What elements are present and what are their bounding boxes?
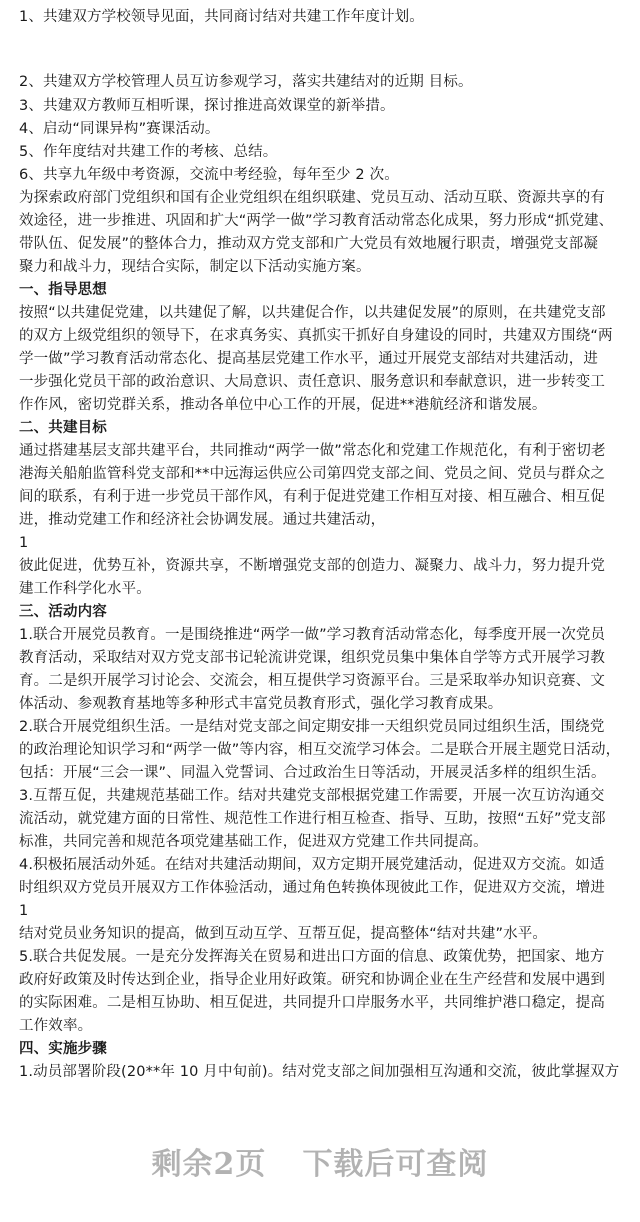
doc-line: 流活动，就党建方面的日常性、规范性工作进行相互检查、指导、互助，按照“五好”党支部 — [19, 811, 606, 827]
page-number: 1 — [19, 535, 29, 551]
doc-line: 4.积极拓展活动外延。在结对共建活动期间，双方定期开展党建活动，促进双方交流。如适 — [19, 857, 605, 873]
doc-line: 1、共建双方学校领导见面，共同商讨结对共建工作年度计划。 — [19, 9, 424, 25]
doc-line: 育。二是织开展学习讨论会、交流会，相互提供学习资源平台。三是采取举办知识竞赛、文 — [19, 673, 605, 689]
doc-line: 聚力和战斗力，现结合实际，制定以下活动实施方案。 — [19, 259, 371, 275]
doc-line: 学一做”学习教育活动常态化、提高基层党建工作水平，通过开展党支部结对共建活动，进 — [19, 351, 599, 367]
doc-line: 2.联合开展党组织生活。一是结对党支部之间定期安排一天组织党员同过组织生活，围绕党 — [19, 719, 605, 735]
doc-line: 效途径，进一步推进、巩固和扩大“两学一做”学习教育活动常态化成果，努力形成“抓党建、 — [19, 213, 614, 229]
doc-line: 时组织双方党员开展双方工作体验活动，通过角色转换体现彼此工作，促进双方交流，增进 — [19, 880, 605, 896]
doc-line: 标准，共同完善和规范各项党建基础工作，促进双方党建工作共同提高。 — [19, 834, 488, 850]
doc-line: 1.动员部署阶段(20**年 10 月中旬前)。结对党支部之间加强相互沟通和交流，彼此掌握双方 — [19, 1064, 620, 1080]
doc-line: 4、启动“同课异构”赛课活动。 — [19, 121, 220, 137]
doc-line: 彼此促进，优势互补，资源共享，不断增强党支部的创造力、凝聚力、战斗力，努力提升党 — [19, 558, 605, 574]
doc-line: 通过搭建基层支部共建平台，共同推动“两学一做”常态化和党建工作规范化，有利于密切老 — [19, 443, 606, 459]
doc-line: 间的联系，有利于进一步党员干部作风，有利于促进党建工作相互对接、相互融合、相互促 — [19, 489, 605, 505]
doc-line: 进，推动党建工作和经济社会协调发展。通过共建活动， — [19, 512, 386, 528]
doc-line: 港海关船舶监管科党支部和**中远海运供应公司第四党支部之间、党员之间、党员与群众之 — [19, 466, 606, 482]
section-heading: 四、实施步骤 — [19, 1041, 107, 1057]
doc-line: 包括：开展“三会一课”、同温入党誓词、合过政治生日等活动，开展灵活多样的组织生活。 — [19, 765, 606, 781]
doc-line: 2、共建双方学校管理人员互访参观学习，落实共建结对的近期 目标。 — [19, 74, 473, 90]
doc-line: 的实际困难。二是相互协助、相互促进，共同提升口岸服务水平，共同维护港口稳定，提高 — [19, 995, 605, 1011]
doc-line: 1.联合开展党员教育。一是围绕推进“两学一做”学习教育活动常态化，每季度开展一次党员 — [19, 627, 606, 643]
doc-line: 建工作科学化水平。 — [19, 581, 151, 597]
doc-line: 的双方上级党组织的领导下，在求真务实、真抓实干抓好自身建设的同时，共建双方围绕“两 — [19, 328, 613, 344]
doc-line: 6、共享九年级中考资源，交流中考经验，每年至少 2 次。 — [19, 167, 399, 183]
doc-line: 作作风，密切党群关系，推动各单位中心工作的开展，促进**港航经济和谐发展。 — [19, 397, 547, 413]
doc-line: 3.互帮互促，共建规范基础工作。结对共建党支部根据党建工作需要，开展一次互访沟通交 — [19, 788, 605, 804]
page-number: 1 — [19, 903, 29, 919]
doc-line: 按照“以共建促党建，以共建促了解，以共建促合作，以共建促发展”的原则，在共建党支部 — [19, 305, 606, 321]
doc-line: 5、作年度结对共建工作的考核、总结。 — [19, 144, 278, 160]
download-prompt — [0, 1136, 640, 1186]
doc-line: 带队伍、促发展”的整体合力，推动双方党支部和广大党员有效地履行职责，增强党支部凝 — [19, 236, 599, 252]
doc-line: 教育活动，采取结对双方党支部书记轮流讲党课，组织党员集中集体自学等方式开展学习教 — [19, 650, 605, 666]
doc-line: 的政治理论知识学习和“两学一做”等内容，相互交流学习体会。二是联合开展主题党日活动， — [19, 742, 621, 758]
doc-line: 体活动、参观教育基地等多种形式丰富党员教育形式，强化学习教育成果。 — [19, 696, 503, 712]
section-heading: 一、指导思想 — [19, 282, 107, 298]
doc-line: 5.联合共促发展。一是充分发挥海关在贸易和进出口方面的信息、政策优势，把国家、地方 — [19, 949, 605, 965]
doc-line: 为探索政府部门党组织和国有企业党组织在组织联建、党员互动、活动互联、资源共享的有 — [19, 190, 605, 206]
doc-line: 工作效率。 — [19, 1018, 93, 1034]
doc-line: 一步强化党员干部的政治意识、大局意识、责任意识、服务意识和奉献意识，进一步转变工 — [19, 374, 605, 390]
doc-line: 3、共建双方教师互相听课，探讨推进高效课堂的新举措。 — [19, 98, 395, 114]
download-to-view-label: 下载后可查阅 — [302, 1147, 489, 1182]
remaining-pages-label: 剩余2页 — [151, 1147, 267, 1182]
section-heading: 三、活动内容 — [19, 604, 107, 620]
section-heading: 二、共建目标 — [19, 420, 107, 436]
doc-line: 政府好政策及时传达到企业，指导企业用好政策。研究和协调企业在生产经营和发展中遇到 — [19, 972, 605, 988]
doc-line: 结对党员业务知识的提高，做到互动互学、互帮互促，提高整体“结对共建”水平。 — [19, 926, 548, 942]
